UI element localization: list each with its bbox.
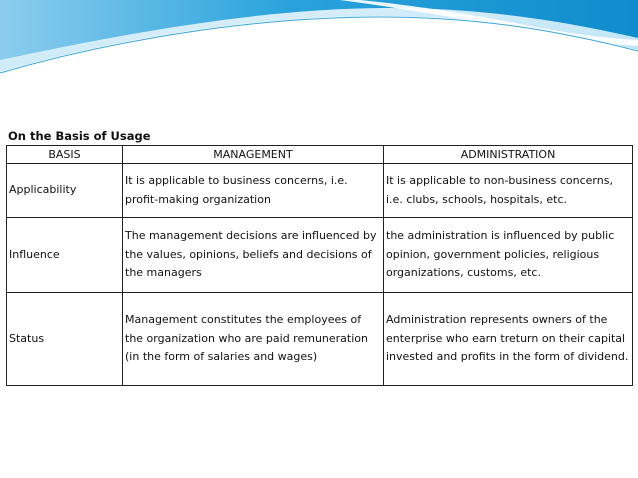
table-row [7,293,633,386]
header-basis: BASIS [7,146,123,164]
cell-basis: Status [7,293,123,386]
comparison-table [6,145,633,386]
cell-basis: Influence [7,218,123,293]
table-header-row [7,146,633,164]
cell-administration: the administration is influenced by public opinion, government policies, religious organizations, customs, etc. [384,218,633,293]
header-administration: ADMINISTRATION [384,146,633,164]
table-row [7,218,633,293]
table-row [7,164,633,218]
cell-administration: It is applicable to non-business concerns, i.e. clubs, schools, hospitals, etc. [384,164,633,218]
header-management: MANAGEMENT [123,146,384,164]
cell-basis: Applicability [7,164,123,218]
cell-management: The management decisions are influenced by the values, opinions, beliefs and decisions of the managers [123,218,384,293]
cell-management: Management constitutes the employees of the organization who are paid remuneration (in the form of salaries and wages) [123,293,384,386]
cell-management: It is applicable to business concerns, i.e. profit-making organization [123,164,384,218]
header-wave-decoration [0,0,638,90]
slide-heading: On the Basis of Usage [8,129,151,143]
slide-content [6,129,632,386]
cell-administration: Administration represents owners of the enterprise who earn treturn on their capital invested and profits in the form of dividend. [384,293,633,386]
